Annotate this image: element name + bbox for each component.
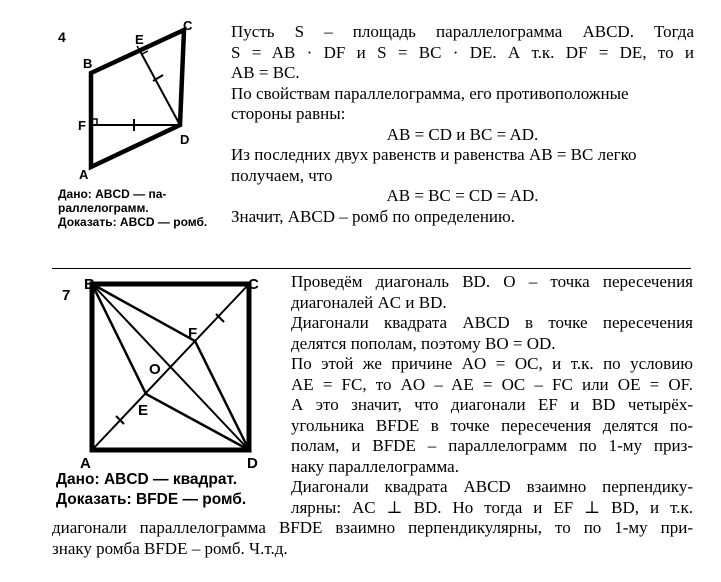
label-f: F [188, 325, 198, 342]
label-a: A [80, 455, 91, 472]
given-7: Дано: ABCD — квадрат. [56, 471, 238, 488]
label-c: C [248, 276, 259, 293]
text-line: AE = FC, то AO – AE = OC – FC или OE = OF. [291, 374, 693, 394]
parallelogram-abcd [91, 30, 184, 167]
divider [52, 268, 691, 269]
label-e: E [138, 402, 149, 419]
text-line: AB = BC. [231, 63, 300, 82]
text-line: угольника BFDE в точке пересечения делятся по- [291, 415, 693, 435]
given-4-cont: раллелограмм. [58, 201, 149, 215]
figure-4-parallelogram [52, 20, 232, 180]
text-line: диагоналей AC и BD. [291, 292, 447, 312]
label-o: O [149, 361, 161, 378]
figure-number-7: 7 [62, 287, 71, 304]
text-line: Значит, ABCD – ромб по определению. [231, 206, 515, 226]
text-line: знаку ромба BFDE – ромб. Ч.т.д. [52, 538, 288, 558]
text-line: Диагонали квадрата ABCD взаимно перпендику- [291, 477, 693, 496]
text-line: получаем, что [231, 165, 333, 185]
solution-4 [231, 22, 694, 227]
prove-4: Доказать: ABCD — ромб. [58, 215, 208, 229]
label-d: D [180, 132, 190, 147]
label-b: B [83, 56, 93, 71]
solution-7 [291, 272, 693, 518]
prove-7: Доказать: BFDE — ромб. [56, 491, 247, 508]
figure-number-4: 4 [58, 29, 66, 45]
text-line: А это значит, что диагонали EF и BD четырёх- [291, 395, 693, 414]
text-line: лярны: AC ⊥ BD. Но тогда и EF ⊥ BD, и т.к. [291, 497, 693, 517]
label-e: E [135, 32, 144, 47]
text-line: стороны равны: [231, 104, 346, 123]
text-line: Из последних двух равенств и равенства AB = BC легко [231, 145, 637, 164]
label-a: A [79, 167, 89, 180]
altitude-de [140, 51, 180, 125]
label-d: D [247, 455, 258, 472]
text-line: По этой же причине AO = OC, и т.к. по условию [291, 354, 693, 373]
text-line: По свойствам параллелограмма, его противоположные [231, 83, 629, 103]
text-line: AB = BC = CD = AD. [386, 186, 539, 205]
text-line: Диагонали квадрата ABCD в точке пересечения [291, 313, 693, 332]
text-line: диагонали параллелограмма BFDE взаимно перпендикулярны, то по 1-му при- [52, 518, 693, 537]
text-line: делятся пополам, поэтому BO = OD. [291, 333, 556, 353]
label-f: F [78, 118, 86, 133]
solution-7-wide [52, 518, 693, 559]
text-line: наку параллелограмма. [291, 456, 459, 476]
text-line: Пусть S – площадь параллелограмма ABCD. Тогда [231, 22, 694, 41]
figure-7-square [54, 272, 276, 476]
text-line: полам, и BFDE – параллелограмм по 1-му приз- [291, 436, 693, 455]
text-line: AB = CD и BC = AD. [386, 124, 539, 144]
text-line: S = AB · DF и S = BC · DE. А т.к. DF = DE, то и [231, 42, 694, 62]
label-b: B [84, 276, 95, 293]
text-line: Проведём диагональ BD. O – точка пересечения [291, 272, 693, 291]
given-4: Дано: ABCD — па- [58, 187, 167, 201]
label-c: C [183, 20, 193, 33]
